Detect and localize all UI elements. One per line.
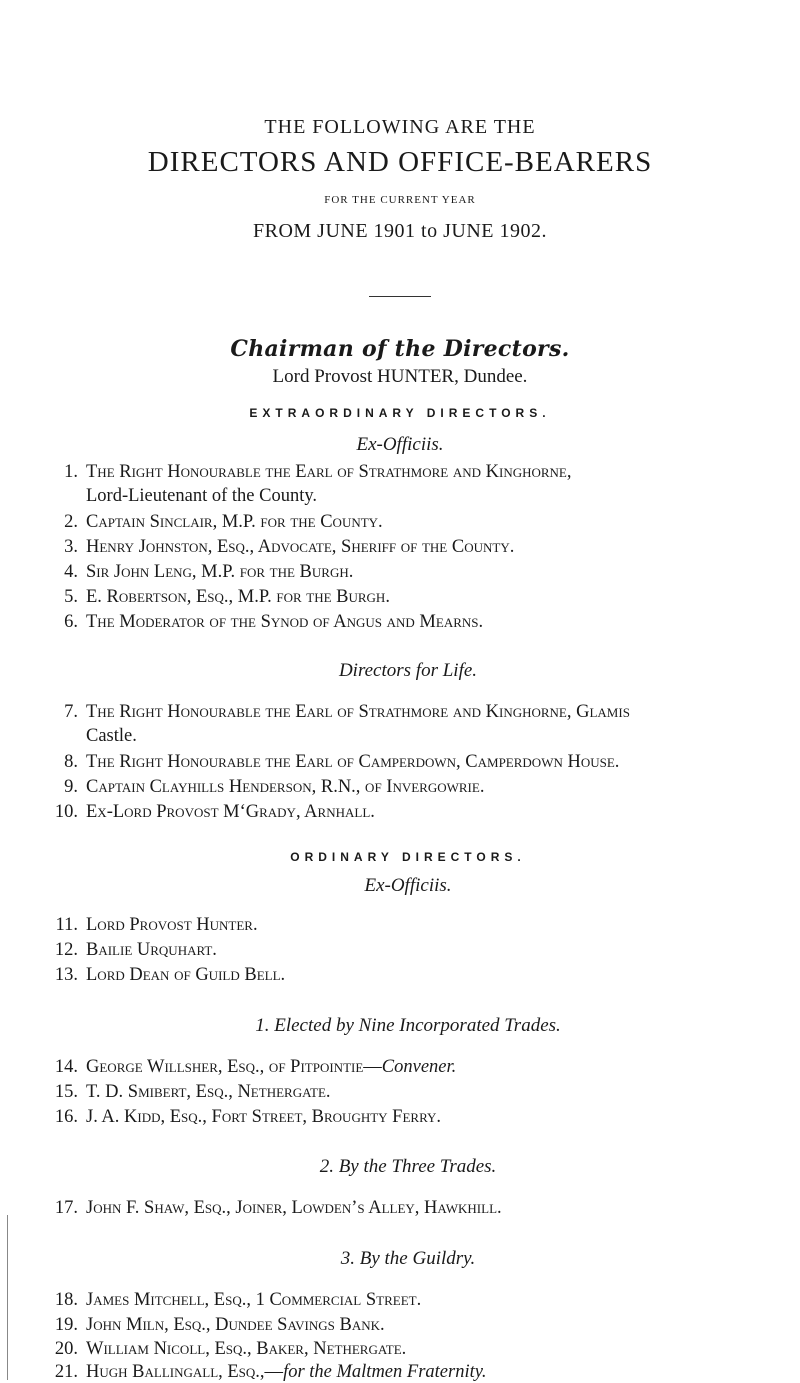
item-number: 9. — [64, 777, 78, 797]
item-number: 10. — [54, 802, 78, 822]
group-2-label: 2. By the Three Trades. — [319, 1156, 497, 1177]
item-text-italic: Convener. — [381, 1057, 457, 1077]
header-subtitle: FOR THE CURRENT YEAR — [324, 194, 476, 206]
item-number: 14. — [54, 1057, 78, 1077]
item-text: Captain Sinclair, M.P. for the County. — [86, 512, 383, 532]
item-number: 11. — [55, 915, 78, 935]
header-date-range: FROM JUNE 1901 to JUNE 1902. — [252, 220, 548, 242]
item-number: 18. — [54, 1290, 78, 1310]
item-text: Sir John Leng, M.P. for the Burgh. — [86, 562, 354, 582]
item-text: Captain Clayhills Henderson, R.N., of Invergowrie. — [86, 777, 485, 797]
item-number: 5. — [64, 587, 78, 607]
ordinary-exofficiis-label: Ex-Officiis. — [364, 875, 452, 896]
extraordinary-directors-heading: EXTRAORDINARY DIRECTORS. — [249, 406, 551, 420]
item-number: 7. — [64, 702, 78, 722]
item-text: The Right Honourable the Earl of Camperdown, Camperdown House. — [86, 752, 620, 772]
item-text: Ex-Lord Provost M‘Grady, Arnhall. — [86, 802, 375, 822]
item-text-italic: for the Maltmen Fraternity. — [283, 1362, 487, 1382]
item-text: George Willsher, Esq., of Pitpointie— — [86, 1057, 382, 1077]
chairman-heading: Chairman of the Directors. — [230, 336, 570, 362]
item-number: 8. — [64, 752, 78, 772]
item-text: T. D. Smibert, Esq., Nethergate. — [86, 1082, 331, 1102]
item-number: 12. — [54, 940, 78, 960]
item-number: 4. — [64, 562, 78, 582]
item-number: 2. — [64, 512, 78, 532]
section-label: Directors for Life. — [338, 660, 478, 681]
item-text: John Miln, Esq., Dundee Savings Bank. — [86, 1315, 385, 1335]
page-title: DIRECTORS AND OFFICE-BEARERS — [147, 146, 653, 178]
item-number: 15. — [54, 1082, 78, 1102]
item-text: Lord-Lieutenant of the County. — [86, 486, 318, 506]
item-number: 21. — [54, 1362, 78, 1382]
item-text: Hugh Ballingall, Esq.,— — [86, 1362, 284, 1382]
item-text: E. Robertson, Esq., M.P. for the Burgh. — [86, 587, 390, 607]
item-text: Castle. — [86, 726, 137, 746]
group-1-label: 1. Elected by Nine Incorporated Trades. — [255, 1015, 561, 1036]
directors-for-life-label — [48, 660, 768, 682]
item-text: The Right Honourable the Earl of Strathmore and Kinghorne, Glamis — [86, 702, 630, 722]
item-number: 20. — [54, 1339, 78, 1359]
item-text: Bailie Urquhart. — [86, 940, 217, 960]
item-text: John F. Shaw, Esq., Joiner, Lowden’s Alley, Hawkhill. — [86, 1198, 502, 1218]
item-number: 13. — [54, 965, 78, 985]
extraordinary-exofficiis-label: Ex-Officiis. — [356, 434, 444, 455]
chairman-name: Lord Provost HUNTER, Dundee. — [272, 366, 528, 387]
group-3-label: 3. By the Guildry. — [340, 1248, 476, 1269]
item-text: Henry Johnston, Esq., Advocate, Sheriff of the County. — [86, 537, 515, 557]
item-number: 16. — [54, 1107, 78, 1127]
item-text: James Mitchell, Esq., 1 Commercial Street. — [86, 1290, 422, 1310]
item-text: J. A. Kidd, Esq., Fort Street, Broughty Ferry. — [86, 1107, 442, 1127]
item-number: 1. — [64, 462, 78, 482]
item-text: The Moderator of the Synod of Angus and Mearns. — [86, 612, 484, 632]
item-number: 3. — [64, 537, 78, 557]
header-line-1: THE FOLLOWING ARE THE — [264, 116, 536, 138]
item-text: Lord Provost Hunter. — [86, 915, 258, 935]
ordinary-directors-heading: ORDINARY DIRECTORS. — [290, 850, 526, 864]
item-text: Lord Dean of Guild Bell. — [86, 965, 286, 985]
divider-rule — [369, 296, 431, 297]
item-number: 17. — [54, 1198, 78, 1218]
item-text: The Right Honourable the Earl of Strathmore and Kinghorne, — [86, 462, 572, 482]
item-number: 6. — [64, 612, 78, 632]
item-text: William Nicoll, Esq., Baker, Nethergate. — [86, 1339, 407, 1359]
page-edge-line — [7, 1215, 8, 1380]
item-number: 19. — [54, 1315, 78, 1335]
